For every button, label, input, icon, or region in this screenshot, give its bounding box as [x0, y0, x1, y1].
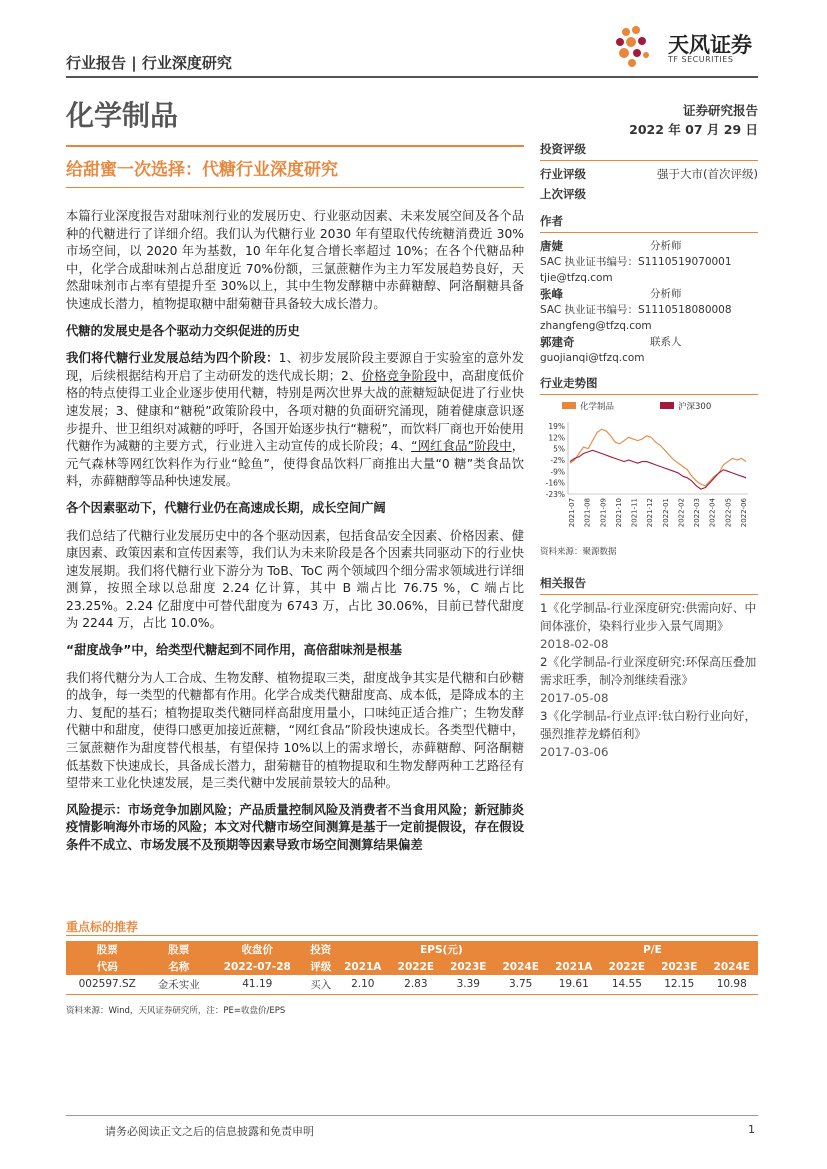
history-text-a: 1、初步发展阶段主要源自于实验室的意外发现，后续根据结构开启了主动研发的迭代成长期；2、	[66, 351, 524, 383]
author-2	[540, 286, 758, 334]
authors-block	[540, 213, 758, 366]
war-paragraph: 我们将代糖分为人工合成、生物发酵、植物提取三类，甜度战争其实是代糖和白砂糖的战争，每一类型的代糖都有作用。化学合成类代糖甜度高、成本低，是降成本的主力、复配的基石；植物提取类代糖同样高甜度用量小，口味纯正适合推广；生物发酵代糖中和甜度，使得口感更加接近蔗糖，“网红食品”阶段快速成长。各类型代糖中，三氯蔗糖作为甜度替代根基，有望保持 10%以上的需求增长，赤藓糖醇、阿洛酮糖低基数下快速成长，具备成长潜力，甜菊糖苷的植物提取和生物发酵两种工艺路径有望带来工业化快速发展，是三类代糖中发展前景较大的品种。	[66, 670, 524, 791]
cell: 10.98	[705, 975, 758, 994]
history-text-c: ，元气森林等网红饮料作为行业“鲶鱼”，使得食品饮料厂商推出大量“0 糖”类食品饮料，赤藓糖醇等品种快速发展。	[66, 439, 524, 489]
author-cert: SAC 执业证书编号：S1110518080008	[540, 304, 732, 316]
author-cert: SAC 执业证书编号：S1110519070001	[540, 256, 732, 268]
industry-rating-value: 强于大市(首次评级)	[657, 167, 758, 181]
th-eps: EPS(元)	[336, 941, 547, 958]
risk-warning: 风险提示：市场竞争加剧风险；产品质量控制风险及消费者不当食用风险；新冠肺炎疫情影响海外市场的风险；本文对代糖市场空间测算是基于一定前提假设，存在假设条件不成立、市场发展不及预期等因素导致市场空间测算结果偏差	[66, 802, 524, 852]
related-text: 2《化学制品-行业深度研究:环保高压叠加需求旺季，制冷剂继续看涨》	[540, 655, 757, 687]
author-role: 联系人	[650, 336, 682, 348]
legend-label: 化学制品	[580, 402, 615, 412]
legend-label: 沪深300	[678, 402, 712, 412]
last-rating-row	[540, 186, 758, 202]
x-tick-label: 2021-07	[568, 498, 576, 528]
y-tick-label: -23%	[545, 490, 565, 499]
legend-swatch	[660, 402, 674, 409]
th-date: 2022-07-28	[209, 958, 306, 975]
cell: 3.75	[494, 975, 546, 994]
header-divider	[66, 76, 758, 78]
related-text: 1《化学制品-行业深度研究:供需向好、中间体涨价，染料行业步入景气周期》	[540, 601, 757, 633]
logo-subtext: TF SECURITIES	[668, 55, 734, 64]
cell: 19.61	[547, 975, 601, 994]
trend-rule	[540, 394, 758, 395]
related-date: 2017-03-06	[540, 745, 609, 759]
doc-type: 证券研究报告	[682, 103, 758, 118]
trend-chart	[540, 396, 758, 536]
related-report-3[interactable]	[540, 707, 758, 761]
title-rule-bottom	[66, 187, 524, 188]
x-tick-label: 2021-09	[599, 498, 608, 528]
report-category: 行业报告 | 行业深度研究	[66, 54, 232, 72]
related-date: 2018-02-08	[540, 637, 609, 651]
th-year: 2023E	[653, 958, 705, 975]
x-tick-label: 2022-06	[740, 498, 748, 528]
y-tick-label: 12%	[548, 433, 565, 443]
x-tick-label: 2022-04	[708, 498, 717, 528]
th-pe: P/E	[547, 941, 758, 958]
th-year: 2022E	[601, 958, 653, 975]
th-close: 收盘价	[209, 941, 306, 958]
author-role: 分析师	[650, 240, 682, 252]
x-tick-label: 2022-03	[693, 498, 702, 528]
related-date: 2017-05-08	[540, 691, 609, 705]
sector-title: 化学制品	[66, 99, 179, 132]
cell: 2.10	[336, 975, 390, 994]
related-title: 相关报告	[540, 576, 586, 590]
y-tick-label: 19%	[548, 422, 565, 431]
table-title-rule	[66, 935, 758, 936]
y-tick-label: -2%	[550, 456, 565, 465]
author-name: 张峰	[540, 287, 563, 301]
cell: 金禾实业	[148, 975, 208, 994]
cell: 14.55	[601, 975, 653, 994]
table-header-row-1	[66, 941, 758, 958]
report-date: 2022 年 07 月 29 日	[629, 122, 758, 137]
cell: 12.15	[653, 975, 705, 994]
th-year: 2021A	[336, 958, 390, 975]
authors-rule	[540, 232, 758, 233]
report-title: 给甜蜜一次选择：代糖行业深度研究	[66, 160, 338, 180]
author-email[interactable]: tjie@tfzq.com	[540, 272, 613, 284]
industry-rating-label: 行业评级	[540, 167, 586, 181]
trend-block	[540, 375, 758, 395]
x-tick-label: 2021-10	[614, 498, 623, 528]
table-row	[66, 975, 758, 994]
legend-swatch	[562, 402, 576, 409]
chart-source: 资料来源：聚源数据	[540, 547, 617, 557]
summary-body	[66, 208, 524, 864]
cell: 2.83	[390, 975, 442, 994]
th-rating: 评级	[306, 958, 336, 975]
th-year: 2022E	[390, 958, 442, 975]
author-1	[540, 238, 758, 286]
cell: 41.19	[209, 975, 306, 994]
history-lead: 我们将代糖行业发展总结为四个阶段：	[66, 351, 279, 366]
authors-title: 作者	[540, 214, 563, 228]
cell: 买入	[306, 975, 336, 994]
th-name: 名称	[148, 958, 208, 975]
title-rule-top	[66, 145, 524, 147]
section-heading-history: 代糖的发展史是各个驱动力交织促进的历史	[66, 323, 300, 338]
related-text: 3《化学制品-行业点评:钛白粉行业向好，强烈推荐龙蟒佰利》	[540, 709, 757, 741]
x-tick-label: 2021-11	[630, 498, 639, 528]
section-heading-growth: 各个因素驱动下，代糖行业仍在高速成长期，成长空间广阔	[66, 500, 386, 515]
related-rule	[540, 594, 758, 595]
table-header-row-2	[66, 958, 758, 975]
y-tick-label: -9%	[550, 467, 565, 477]
footer-disclaimer: 请务必阅读正文之后的信息披露和免责申明	[105, 1125, 314, 1138]
th-year: 2023E	[442, 958, 494, 975]
author-3	[540, 334, 758, 366]
x-tick-label: 2022-01	[661, 498, 670, 528]
y-tick-label: 5%	[553, 444, 565, 454]
series-line	[570, 450, 746, 489]
author-name: 郭建奇	[540, 335, 575, 349]
th-stock: 股票	[148, 941, 208, 958]
related-report-1[interactable]	[540, 599, 758, 653]
x-tick-label: 2021-12	[646, 498, 655, 528]
author-name: 唐婕	[540, 239, 563, 253]
rating-title: 投资评级	[540, 142, 586, 156]
th-year: 2024E	[494, 958, 546, 975]
author-role: 分析师	[650, 288, 682, 300]
x-tick-label: 2022-05	[724, 498, 733, 528]
table-source: 资料来源：Wind，天风证券研究所，注：PE=收盘价/EPS	[66, 1006, 286, 1016]
recommendation-table	[66, 941, 758, 995]
cell: 3.39	[442, 975, 494, 994]
intro-paragraph: 本篇行业深度报告对甜味剂行业的发展历史、行业驱动因素、未来发展空间及各个品种的代糖进行了详细介绍。我们认为代糖行业 2030 年有望取代传统糖消费近 30%市场空间，以 2020 年为基数，10 年年化复合增长率超过 10%；在各个代糖品种中，化学合成甜味剂占总甜度近 70%份额，三氯蔗糖作为主力军发展趋势良好，天然甜味剂市占率有望提升至 30%以上，其中生物发酵糖中赤藓糖醇、阿洛酮糖具备快速成长潜力，植物提取糖中甜菊糖苷具备较大成长潜力。	[66, 209, 524, 311]
last-rating-label: 上次评级	[540, 187, 586, 201]
y-tick-label: -16%	[545, 478, 565, 488]
author-email[interactable]: guojianqi@tfzq.com	[540, 352, 645, 364]
related-report-2[interactable]	[540, 653, 758, 707]
table-title: 重点标的推荐	[66, 920, 139, 934]
th-year: 2024E	[705, 958, 758, 975]
x-tick-label: 2021-08	[583, 498, 592, 528]
history-underline-2: “网红食品”阶段中	[411, 439, 512, 454]
rating-rule	[540, 160, 758, 161]
rating-block	[540, 141, 758, 202]
history-paragraph	[66, 350, 524, 491]
author-email[interactable]: zhangfeng@tfzq.com	[540, 320, 652, 332]
history-text-b: 中，高甜度低价格的特点使得工业企业逐步使用代糖，特别是两次世界大战的蔗糖短缺促进了行业快速发展；3、健康和“糖税”政策阶段中，各项对糖的负面研究涌现，随着健康意识逐步提升、世卫组织对减糖的呼吁，各国开始逐步执行“糖税”，而饮料厂商也开始使用代糖作为减糖的主要方式，行业进入主动宣传的成长阶段；4、	[66, 368, 524, 454]
section-heading-war: “甜度战争”中，给类型代糖起到不同作用，高倍甜味剂是根基	[66, 643, 402, 658]
th-stock: 股票	[66, 941, 148, 958]
series-line	[570, 429, 746, 486]
th-year: 2021A	[547, 958, 601, 975]
logo-text: 天风证券	[668, 33, 752, 57]
th-invest: 投资	[306, 941, 336, 958]
cell: 002597.SZ	[66, 975, 148, 994]
growth-paragraph: 我们总结了代糖行业发展历史中的各个驱动因素，包括食品安全因素、价格因素、健康因素、政策因素和宣传因素等，我们认为未来阶段是各个因素共同驱动下的行业快速发展期。我们将代糖行业下游分为 ToB、ToC 两个领域四个细分需求领域进行详细测算，按照全球以总甜度 2.24 亿计算，其中 B 端占比 76.75 %，C 端占比 23.25%。2.24 亿甜度中可替代甜度为 6743 万，占比 30.06%，目前已替代甜度为 2244 万，占比 10.0%。	[66, 528, 524, 631]
footer-rule	[66, 1115, 758, 1116]
page-number: 1	[748, 1123, 755, 1136]
x-tick-label: 2022-02	[677, 498, 686, 528]
industry-rating-row	[540, 166, 758, 182]
trend-title: 行业走势图	[540, 376, 598, 390]
history-underline-1: 价格竞争阶段	[361, 368, 437, 383]
th-code: 代码	[66, 958, 148, 975]
related-block	[540, 575, 758, 761]
